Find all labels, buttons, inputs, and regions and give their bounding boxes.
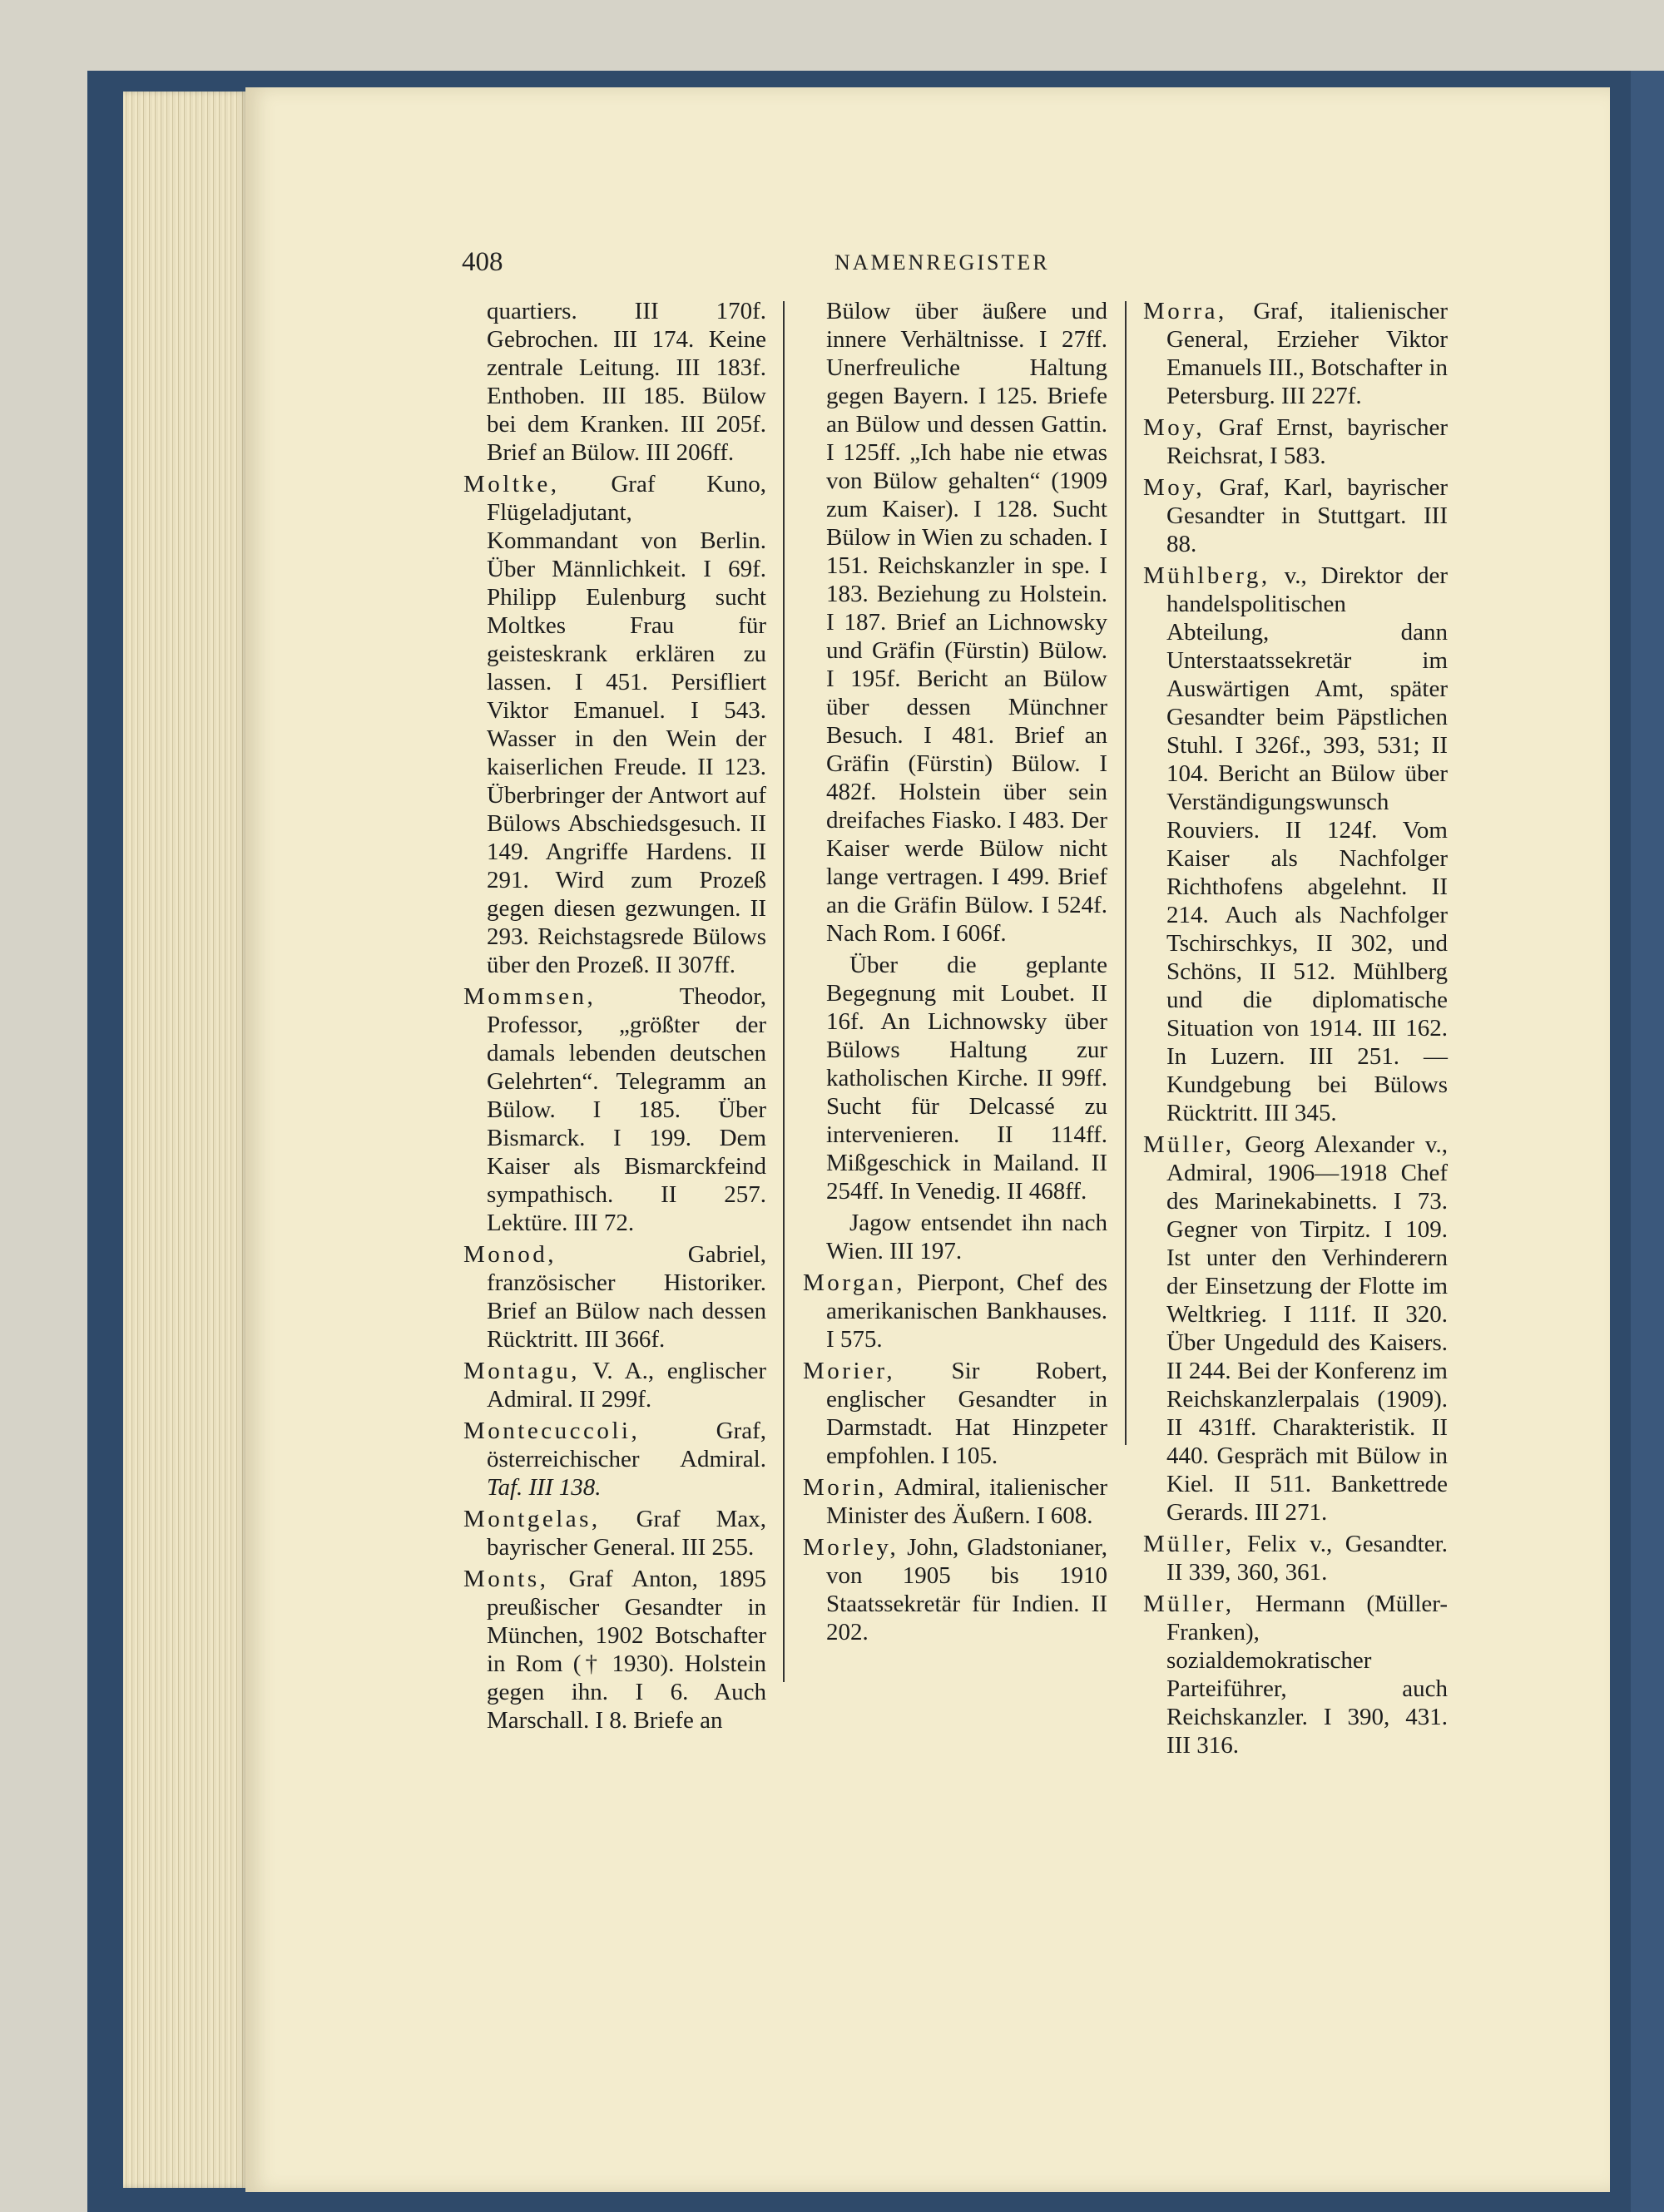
index-entry — [463, 982, 766, 1237]
index-entry-text: Graf, Karl, bayrischer Gesandter in Stuttgart. III 88. — [1166, 474, 1448, 557]
index-entry-name: Monts, — [463, 1566, 549, 1592]
index-entry-text: Hermann (Müller-Franken), sozialdemokratischer Parteiführer, auch Reichskanzler. I 390, 431. III 316. — [1166, 1591, 1448, 1759]
index-entry — [463, 1240, 766, 1353]
index-entry-continuation — [803, 1209, 1107, 1265]
column-rule-1 — [783, 301, 785, 1682]
index-entry-text: Bülow über äußere und innere Verhältnisse. I 27ff. Unerfreuliche Haltung gegen Bayern. I 125. Briefe an Bülow und dessen Gattin. I 125ff. „Ich habe nie etwas von Bülow gehalten“ (1909 zum Kaiser). I 128. Sucht Bülow in Wien zu schaden. I 151. Reichskanzler in spe. I 183. Beziehung zu Holstein. I 187. Brief an Lichnowsky und Gräfin (Fürstin) Bülow. I 195f. Bericht an Bülow über dessen Münchner Besuch. I 481. Brief an Gräfin (Fürstin) Bülow. I 482f. Holstein über sein dreifaches Fiasko. I 483. Der Kaiser werde Bülow nicht lange vertragen. I 499. Brief an die Gräfin Bülow. I 524f. Nach Rom. I 606f. — [826, 298, 1107, 947]
index-entry — [1143, 1590, 1448, 1759]
index-entry-name: Moy, — [1143, 414, 1206, 441]
running-head: NAMENREGISTER — [834, 250, 1050, 275]
index-entry-name: Müller, — [1143, 1531, 1235, 1557]
index-entry-name: Müller, — [1143, 1591, 1235, 1617]
index-entry-name: Mühlberg, — [1143, 562, 1270, 589]
index-entry — [1143, 1131, 1448, 1527]
page-number: 408 — [462, 247, 503, 277]
page-edges — [123, 92, 248, 2188]
index-entry-name: Morra, — [1143, 298, 1227, 324]
index-entry-text: Graf Ernst, bayrischer Reichsrat, I 583. — [1166, 414, 1448, 469]
index-entry — [463, 1505, 766, 1561]
index-entry-text: Graf Anton, 1895 preußischer Gesandter in München, 1902 Botschafter in Rom († 1930). Holstein gegen ihn. I 6. Auch Marschall. I 8. Briefe an — [487, 1566, 766, 1734]
index-entry-name: Moy, — [1143, 474, 1206, 501]
index-entry-name: Morgan, — [803, 1269, 906, 1296]
index-entry-text: quartiers. III 170f. Gebrochen. III 174. Keine zentrale Leitung. III 183f. Enthoben. III 185. Bülow bei dem Kranken. III 205f. Brief an Bülow. III 206ff. — [487, 298, 766, 466]
index-entry-text: Graf Kuno, Flügeladjutant, Kommandant von Berlin. Über Männlichkeit. I 69f. Philipp Eulenburg sucht Moltkes Frau für geisteskrank erklären zu lassen. I 451. Persifliert Viktor Emanuel. I 543. Wasser in den Wein der kaiserlichen Freude. II 123. Überbringer der Antwort auf Bülows Abschiedsgesuch. II 149. Angriffe Hardens. II 291. Wird zum Prozeß gegen diesen gezwungen. II 293. Reichstagsrede Bülows über den Prozeß. II 307ff. — [487, 471, 766, 978]
index-entry — [1143, 297, 1448, 410]
index-entry-text: Theodor, Professor, „größter der damals lebenden deutschen Gelehrten“. Telegramm an Bülow. I 185. Über Bismarck. I 199. Dem Kaiser als Bismarckfeind sympathisch. II 257. Lektüre. III 72. — [487, 983, 766, 1236]
index-entry-name: Müller, — [1143, 1131, 1235, 1158]
index-entry-text: John, Gladstonianer, von 1905 bis 1910 Staatssekretär für Indien. II 202. — [826, 1534, 1107, 1645]
index-entry-plate-ref: Taf. III 138. — [487, 1474, 602, 1501]
index-entry — [803, 1269, 1107, 1353]
index-entry — [1143, 1530, 1448, 1586]
index-entry — [803, 1473, 1107, 1530]
index-column-2 — [803, 297, 1107, 1650]
index-column-1 — [463, 297, 766, 1738]
index-entry — [1143, 562, 1448, 1127]
index-entry-text: Pierpont, Chef des amerikanischen Bankhauses. I 575. — [826, 1269, 1107, 1353]
index-entry-text: Admiral, italienischer Minister des Äußern. I 608. — [826, 1474, 1107, 1529]
index-entry-name: Morley, — [803, 1534, 899, 1561]
index-entry-text: Über die geplante Begegnung mit Loubet. II 16f. An Lichnowsky über Bülows Haltung zur katholischen Kirche. II 99ff. Sucht für Delcassé zu intervenieren. II 114ff. Mißgeschick in Mailand. II 254ff. In Venedig. II 468ff. — [826, 952, 1107, 1205]
index-entry-name: Mommsen, — [463, 983, 597, 1010]
index-entry-text: Graf Max, bayrischer General. III 255. — [487, 1506, 766, 1561]
index-column-3 — [1143, 297, 1448, 1763]
index-entry — [463, 1357, 766, 1413]
index-entry-text: Jagow entsendet ihn nach Wien. III 197. — [826, 1210, 1107, 1264]
index-entry-name: Morier, — [803, 1358, 896, 1384]
index-entry-text: Graf, österreichischer Admiral. — [487, 1418, 766, 1472]
index-entry-name: Morin, — [803, 1474, 887, 1501]
index-entry-continuation — [803, 951, 1107, 1205]
index-entry-text: v., Direktor der handelspolitischen Abteilung, dann Unterstaatssekretär im Auswärtigen Amt, später Gesandter beim Päpstlichen Stuhl. I 326f., 393, 531; II 104. Bericht an Bülow über Verständigungswunsch Rouviers. II 124f. Vom Kaiser als Nachfolger Richthofens abgelehnt. II 214. Auch als Nachfolger Tschirschkys, II 302, und Schöns, II 512. Mühlberg und die diplomatische Situation von 1914. III 162. In Luzern. III 251. — Kundgebung bei Bülows Rücktritt. III 345. — [1166, 562, 1448, 1126]
index-entry — [803, 1357, 1107, 1470]
index-entry-text: Graf, italienischer General, Erzieher Viktor Emanuels III., Botschafter in Petersburg. III 227f. — [1166, 298, 1448, 409]
index-entry-text: Sir Robert, englischer Gesandter in Darmstadt. Hat Hinzpeter empfohlen. I 105. — [826, 1358, 1107, 1469]
index-entry-name: Montgelas, — [463, 1506, 601, 1532]
index-entry-text: V. A., englischer Admiral. II 299f. — [487, 1358, 766, 1413]
index-entry — [803, 1533, 1107, 1646]
index-entry — [1143, 413, 1448, 470]
index-entry — [1143, 473, 1448, 558]
page-header — [0, 247, 1664, 280]
index-entry-continuation — [463, 297, 766, 467]
column-rule-2 — [1125, 301, 1127, 1445]
index-entry — [463, 470, 766, 979]
index-entry-name: Montagu, — [463, 1358, 580, 1384]
index-entry-text: Georg Alexander v., Admiral, 1906—1918 Chef des Marinekabinetts. I 73. Gegner von Tirpitz. I 109. Ist unter den Verhinderern der Einsetzung der Flotte im Weltkrieg. I 111f. II 320. Über Ungeduld des Kaisers. II 244. Bei der Konferenz im Reichskanzlerpalais (1909). II 431ff. Charakteristik. II 440. Gespräch mit Bülow in Kiel. II 511. Bankettrede Gerards. III 271. — [1166, 1131, 1448, 1526]
index-entry-text: Gabriel, französischer Historiker. Brief an Bülow nach dessen Rücktritt. III 366f. — [487, 1241, 766, 1353]
index-entry-continuation — [803, 297, 1107, 948]
index-entry-name: Moltke, — [463, 471, 560, 497]
index-entry-text: Felix v., Gesandter. II 339, 360, 361. — [1166, 1531, 1448, 1586]
index-entry — [463, 1565, 766, 1734]
index-entry-name: Monod, — [463, 1241, 557, 1268]
index-entry-name: Montecuccoli, — [463, 1418, 641, 1444]
index-entry — [463, 1417, 766, 1502]
